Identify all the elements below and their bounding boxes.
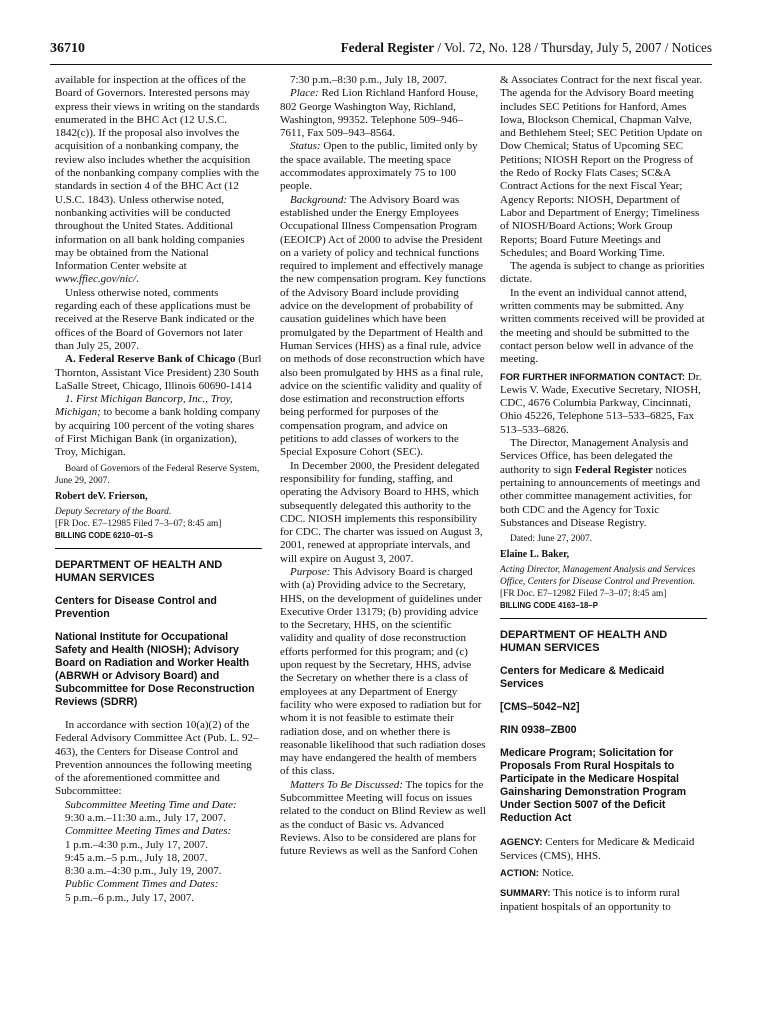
time-line: 1 p.m.–4:30 p.m., July 17, 2007. (65, 838, 209, 851)
time-line: 5 p.m.–6 p.m., July 17, 2007. (65, 891, 194, 904)
fr-doc: [FR Doc. E7–12982 Filed 7–3–07; 8:45 am] (500, 589, 667, 600)
page-number: 36710 (50, 41, 85, 56)
paragraph: The agenda is subject to change as priorities dictate. (500, 260, 705, 286)
column-1 (55, 74, 262, 905)
docket-number: [CMS–5042–N2] (500, 701, 580, 714)
billing-code: BILLING CODE 4163–18–P (500, 601, 598, 611)
committee-label: Committee Meeting Times and Dates: (65, 825, 232, 838)
notice-title: National Institute for Occupational Safety and Health (NIOSH); Advisory Board on Radiation and Worker Health (ABRWH or Advisory Board) and Subcommittee for Dose Reconstruction Reviews (SDRR) (55, 630, 255, 708)
fr-doc: [FR Doc. E7–12985 Filed 7–3–07; 8:45 am] (55, 518, 222, 529)
signer-name: Elaine L. Baker, (500, 549, 570, 561)
agency-heading: Centers for Medicare & Medicaid Services (500, 665, 665, 691)
agency-line: AGENCY: Centers for Medicare & Medicaid Services (CMS), HHS. (500, 836, 695, 862)
billing-code: BILLING CODE 6210–01–S (55, 530, 153, 540)
applicant-name: 1. First Michigan Bancorp, Inc., Troy, Michigan; (55, 393, 233, 419)
dated-line: Dated: June 27, 2007. (510, 534, 593, 545)
paragraph: In December 2000, the President delegated responsibility for funding, staffing, and operating the Advisory Board to HHS, which subsequently delegated this authority to the CDC. NIOSH implements this responsibility for CDC. The charter was issued on August 3, 2001, renewed at appropriate intervals, and will expire on August 3, 2007. (280, 459, 483, 565)
bank-heading: A. Federal Reserve Bank of Chicago (65, 353, 236, 366)
paragraph: In accordance with section 10(a)(2) of the Federal Advisory Committee Act (Pub. L. 92–463), the Centers for Disease Control and Prevention announces the following meeting of the aforementioned committee and Subcommittee: (55, 718, 259, 798)
section-divider (500, 618, 707, 619)
background-paragraph: Background: The Advisory Board was established under the Energy Employees Occupational Illness Compensation Program (EEOICP) Act of 2000 to advise the President on a variety of policy and technical functions required to implement and effectively manage the new compensation program. Key functions of the Advisory Board include providing advice on the development of probability of causation guidelines which have been promulgated by the Department of Health and Human Services (HHS) as a final rule, advice on methods of dose reconstruction which have also been promulgated by HHS as a final rule, advice on the scientific validity and quality of dose estimation and reconstruction efforts being performed for purposes of the compensation program, and advice on petitions to add classes of workers to the Special Exposure Cohort (SEC). (280, 193, 486, 459)
notice-title: Medicare Program; Solicitation for Proposals From Rural Hospitals to Participate in the Medicare Hospital Gainsharing Demonstration Program Under Section 5007 of the Deficit Reduction Act (500, 747, 687, 825)
running-head (341, 38, 712, 58)
page-header (50, 38, 712, 58)
time-line: 9:30 a.m.–11:30 a.m., July 17, 2007. (65, 811, 226, 824)
journal-name: Federal Register (340, 40, 435, 55)
rin-number: RIN 0938–ZB00 (500, 724, 577, 737)
time-line: 7:30 p.m.–8:30 p.m., July 18, 2007. (290, 74, 448, 86)
paragraph: Unless otherwise noted, comments regarding each of these applications must be received at the Reserve Bank indicated or the offices of the Board of Governors not later than July 25, 2007. (55, 286, 255, 352)
column-2 (280, 74, 487, 859)
application-item: 1. First Michigan Bancorp, Inc., Troy, Michigan; to become a bank holding company by acquiring 100 percent of the voting shares of First Michigan Bank (in organization), Troy, Michigan. (55, 393, 261, 459)
purpose-paragraph: Purpose: This Advisory Board is charged with (a) Providing advice to the Secretary, HHS, on the development of guidelines under Executive Order 13179; (b) providing advice to the Secretary, HHS, on the scientific validity and quality of dose reconstruction efforts performed for this program; and (c) upon request by the Secretary, HHS, advise the Secretary on whether there is a class of employees at any Department of Energy facility who were exposed to radiation but for whom it is not feasible to estimate their radiation dose, and on whether there is reasonable likelihood that such radiation doses may have endangered the health of members of this class. (280, 565, 486, 778)
paragraph: In the event an individual cannot attend, written comments may be submitted. Any written comments received will be provided at the meeting and should be submitted to the contact person below well in advance of the meeting. (500, 286, 705, 366)
agency-heading: Centers for Disease Control and Prevention (55, 594, 217, 620)
section-divider (55, 548, 262, 549)
subcommittee-label: Subcommittee Meeting Time and Date: (65, 798, 237, 811)
paragraph: available for inspection at the offices of the Board of Governors. Interested persons may express their views in writing on the standards enumerated in the BHC Act (12 U.S.C. 1842(c)). If the proposal also involves the acquisition of a nonbanking company, the review also includes whether the acquisition of the nonbanking company complies with the standards in section 4 of the BHC Act (12 U.S.C. 1843). Unless otherwise noted, nonbanking activities will be conducted throughout the United States. Additional information on all bank holding companies may be obtained from the National Information Center website at www.ffiec.gov/nic/. (55, 74, 260, 286)
signer-title: Deputy Secretary of the Board. (55, 506, 172, 517)
summary-line: SUMMARY: This notice is to inform rural inpatient hospitals of an opportunity to (500, 887, 680, 913)
time-line: 8:30 a.m.–4:30 p.m., July 19, 2007. (65, 865, 222, 878)
paragraph: & Associates Contract for the next fiscal year. The agenda for the Advisory Board meeting includes SEC Petitions for Hanford, Ames Iowa, Blockson Chemical, Chapman Valve, and Bethlehem Steel; SEC Petition Update on Dow Chemical; Status of Upcoming SEC Petitions; NIOSH Report on the Progress of the Redo of Rocky Flats Cases; SC&A Contract Actions for the next Fiscal Year; Agency Reports: NIOSH, Department of Labor and Department of Energy; Timeliness of NIOSH/Board Actions; Work Group Reports; Board Future Meetings and Schedules; and Board Working Time. (500, 74, 703, 259)
bank-entry: A. Federal Reserve Bank of Chicago (Burl Thornton, Assistant Vice President) 230 South LaSalle Street, Chicago, Illinois 60690-1414 (55, 353, 262, 392)
paragraph: The Director, Management Analysis and Services Office, has been delegated the authority to sign Federal Register notices pertaining to announcements of meetings and other committee management activities, for both CDC and the Agency for Toxic Substances and Disease Registry. (500, 437, 701, 529)
citation: / Vol. 72, No. 128 / Thursday, July 5, 2007 / Notices (434, 40, 712, 55)
board-line: Board of Governors of the Federal Reserve System, June 29, 2007. (55, 463, 260, 486)
matters-paragraph: Matters To Be Discussed: The topics for the Subcommittee Meeting will focus on issues related to the conduct on Blind Review as well as the conduct of Basic vs. Advanced Reviews. Also to be considered are plans for future Reviews as well as the Sanford Cohen (280, 778, 486, 858)
status-paragraph: Status: Open to the public, limited only by the space available. The meeting space accommodates approximately 75 to 100 people. (280, 140, 478, 193)
time-line: 9:45 a.m.–5 p.m., July 18, 2007. (65, 851, 208, 864)
signer-name: Robert deV. Frierson, (55, 490, 148, 502)
department-heading: DEPARTMENT OF HEALTH AND HUMAN SERVICES (55, 558, 223, 584)
contact-paragraph: FOR FURTHER INFORMATION CONTACT: Dr. Lewis V. Wade, Executive Secretary, NIOSH, CDC, 4676 Columbia Parkway, Cincinnati, Ohio 45226, Telephone 513–533–6825, Fax 513–533–6826. (500, 370, 702, 436)
header-rule (50, 64, 712, 65)
department-heading: DEPARTMENT OF HEALTH AND HUMAN SERVICES (500, 629, 668, 655)
signer-title: Acting Director, Management Analysis and Services Office, Centers for Disease Control and Prevention. (500, 565, 696, 588)
public-comment-label: Public Comment Times and Dates: (65, 878, 219, 891)
place-paragraph: Place: Red Lion Richland Hanford House, 802 George Washington Way, Richland, Washington, 99352. Telephone 509–946–7611, Fax 509–943–8564. (280, 87, 479, 140)
action-line: ACTION: Notice. (500, 866, 574, 879)
website-link[interactable]: www.ffiec.gov/nic/ (55, 273, 137, 286)
column-3 (500, 74, 707, 914)
